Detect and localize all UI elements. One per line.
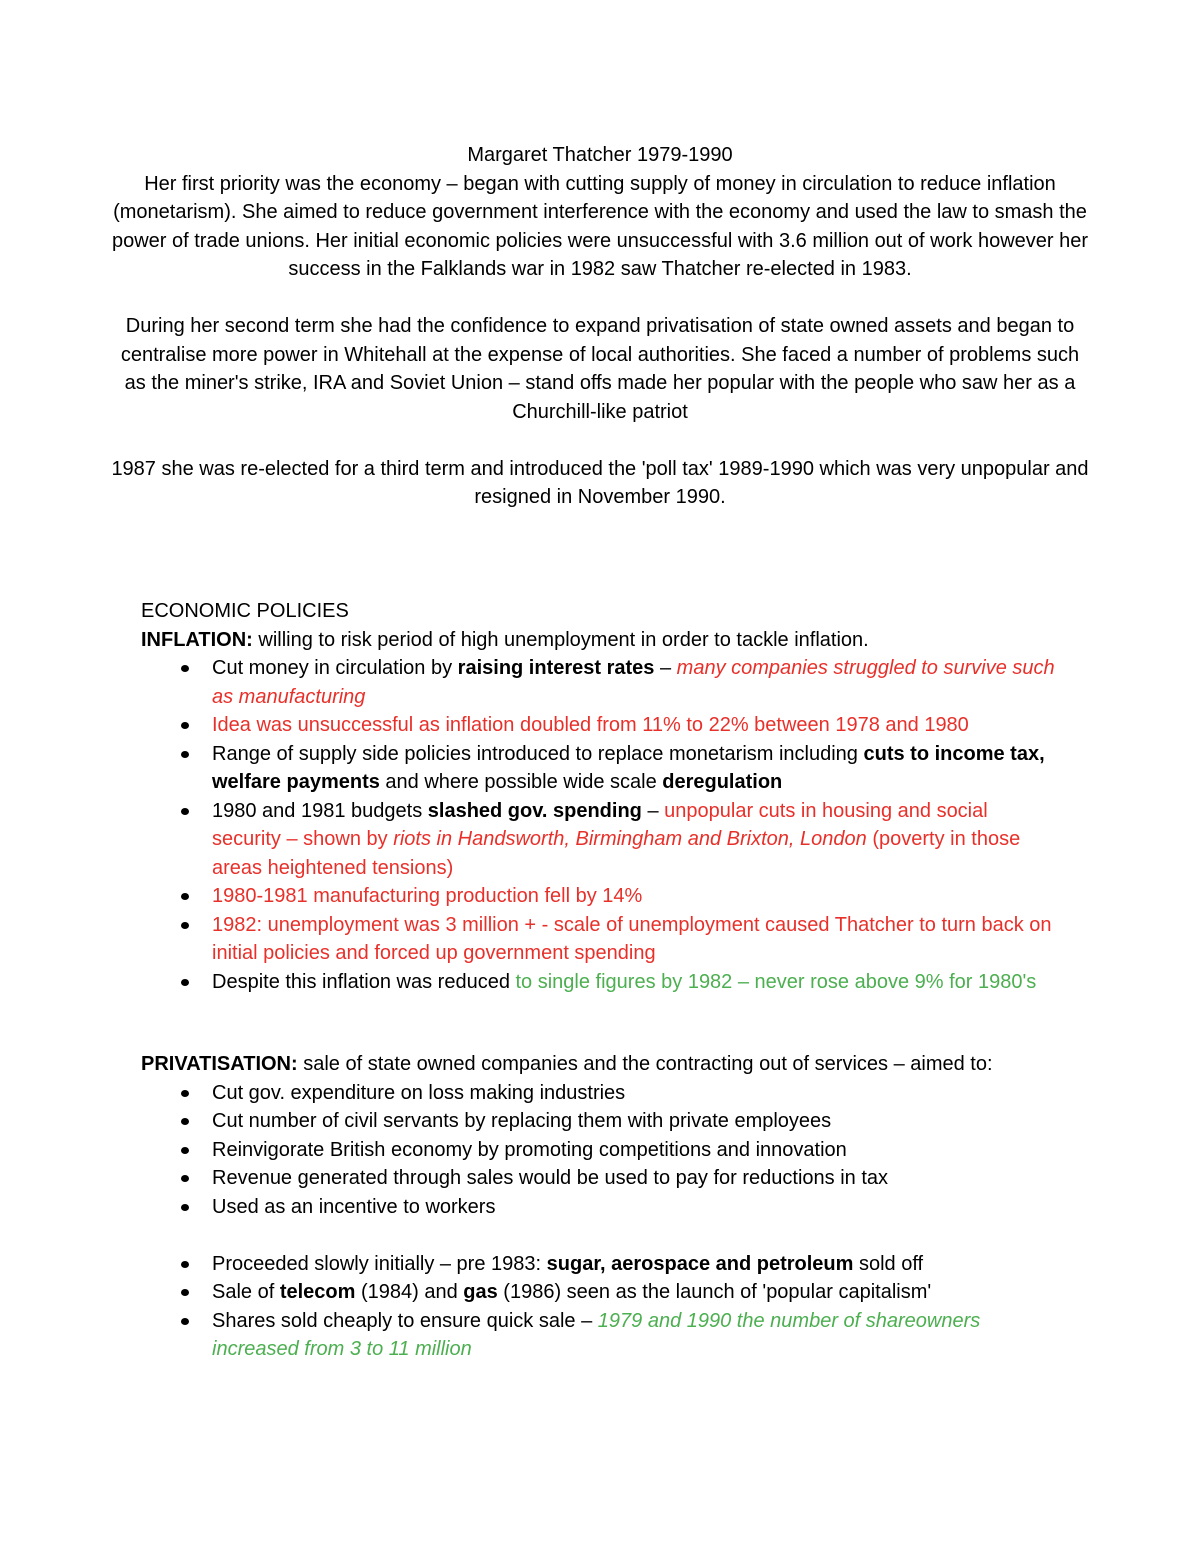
list-item: Used as an incentive to workers <box>141 1193 1061 1222</box>
list-item: Idea was unsuccessful as inflation doubled from 11% to 22% between 1978 and 1980 <box>141 711 1061 740</box>
economic-policies-section <box>141 597 1061 996</box>
list-item: Sale of telecom (1984) and gas (1986) seen as the launch of 'popular capitalism' <box>141 1278 1061 1307</box>
inflation-list <box>141 654 1061 996</box>
list-item: 1980 and 1981 budgets slashed gov. spending – unpopular cuts in housing and social security – shown by riots in Handsworth, Birmingham and Brixton, London (poverty in those areas heightened tensions) <box>141 797 1061 883</box>
privatisation-events-list <box>141 1250 1061 1364</box>
list-item: 1982: unemployment was 3 million + - scale of unemployment caused Thatcher to turn back on initial policies and forced up government spending <box>141 911 1061 968</box>
list-item: Proceeded slowly initially – pre 1983: sugar, aerospace and petroleum sold off <box>141 1250 1061 1279</box>
inflation-label: INFLATION: <box>141 628 253 651</box>
list-item: Range of supply side policies introduced to replace monetarism including cuts to income tax, welfare payments and where possible wide scale deregulation <box>141 740 1061 797</box>
document-title: Margaret Thatcher 1979-1990 <box>467 144 733 166</box>
list-item: Cut money in circulation by raising interest rates – many companies struggled to survive such as manufacturing <box>141 654 1061 711</box>
privatisation-intro: PRIVATISATION: sale of state owned companies and the contracting out of services – aimed to: <box>141 1053 993 1075</box>
intro-paragraph-2: During her second term she had the confidence to expand privatisation of state owned assets and began to centralise more power in Whitehall at the expense of local authorities. She faced a number of problems such as the miner's strike, IRA and Soviet Union – stand offs made her popular with the people who saw her as a Churchill-like patriot <box>120 315 1080 423</box>
list-item: Cut gov. expenditure on loss making industries <box>141 1079 1061 1108</box>
privatisation-aims-list <box>141 1079 1061 1222</box>
list-item: Cut number of civil servants by replacing them with private employees <box>141 1107 1061 1136</box>
intro-paragraph-3: 1987 she was re-elected for a third term and introduced the 'poll tax' 1989-1990 which was very unpopular and resigned in November 1990. <box>111 457 1089 508</box>
list-item: Revenue generated through sales would be used to pay for reductions in tax <box>141 1164 1061 1193</box>
privatisation-section <box>141 1050 1061 1364</box>
privatisation-label: PRIVATISATION: <box>141 1053 298 1075</box>
list-item: Despite this inflation was reduced to single figures by 1982 – never rose above 9% for 1980's <box>141 968 1061 997</box>
section-heading: ECONOMIC POLICIES <box>141 600 349 622</box>
list-item: Reinvigorate British economy by promoting competitions and innovation <box>141 1136 1061 1165</box>
intro-paragraph-1: Her first priority was the economy – began with cutting supply of money in circulation to reduce inflation (monetarism). She aimed to reduce government interference with the economy and used the law to smash the power of trade unions. Her initial economic policies were unsuccessful with 3.6 million out of work however her success in the Falklands war in 1982 saw Thatcher re-elected in 1983. <box>111 172 1088 280</box>
list-item: 1980-1981 manufacturing production fell by 14% <box>141 882 1061 911</box>
list-item: Shares sold cheaply to ensure quick sale – 1979 and 1990 the number of shareowners increased from 3 to 11 million <box>141 1307 1061 1364</box>
intro-section <box>110 141 1090 512</box>
inflation-intro: INFLATION: willing to risk period of high unemployment in order to tackle inflation. <box>141 628 869 651</box>
